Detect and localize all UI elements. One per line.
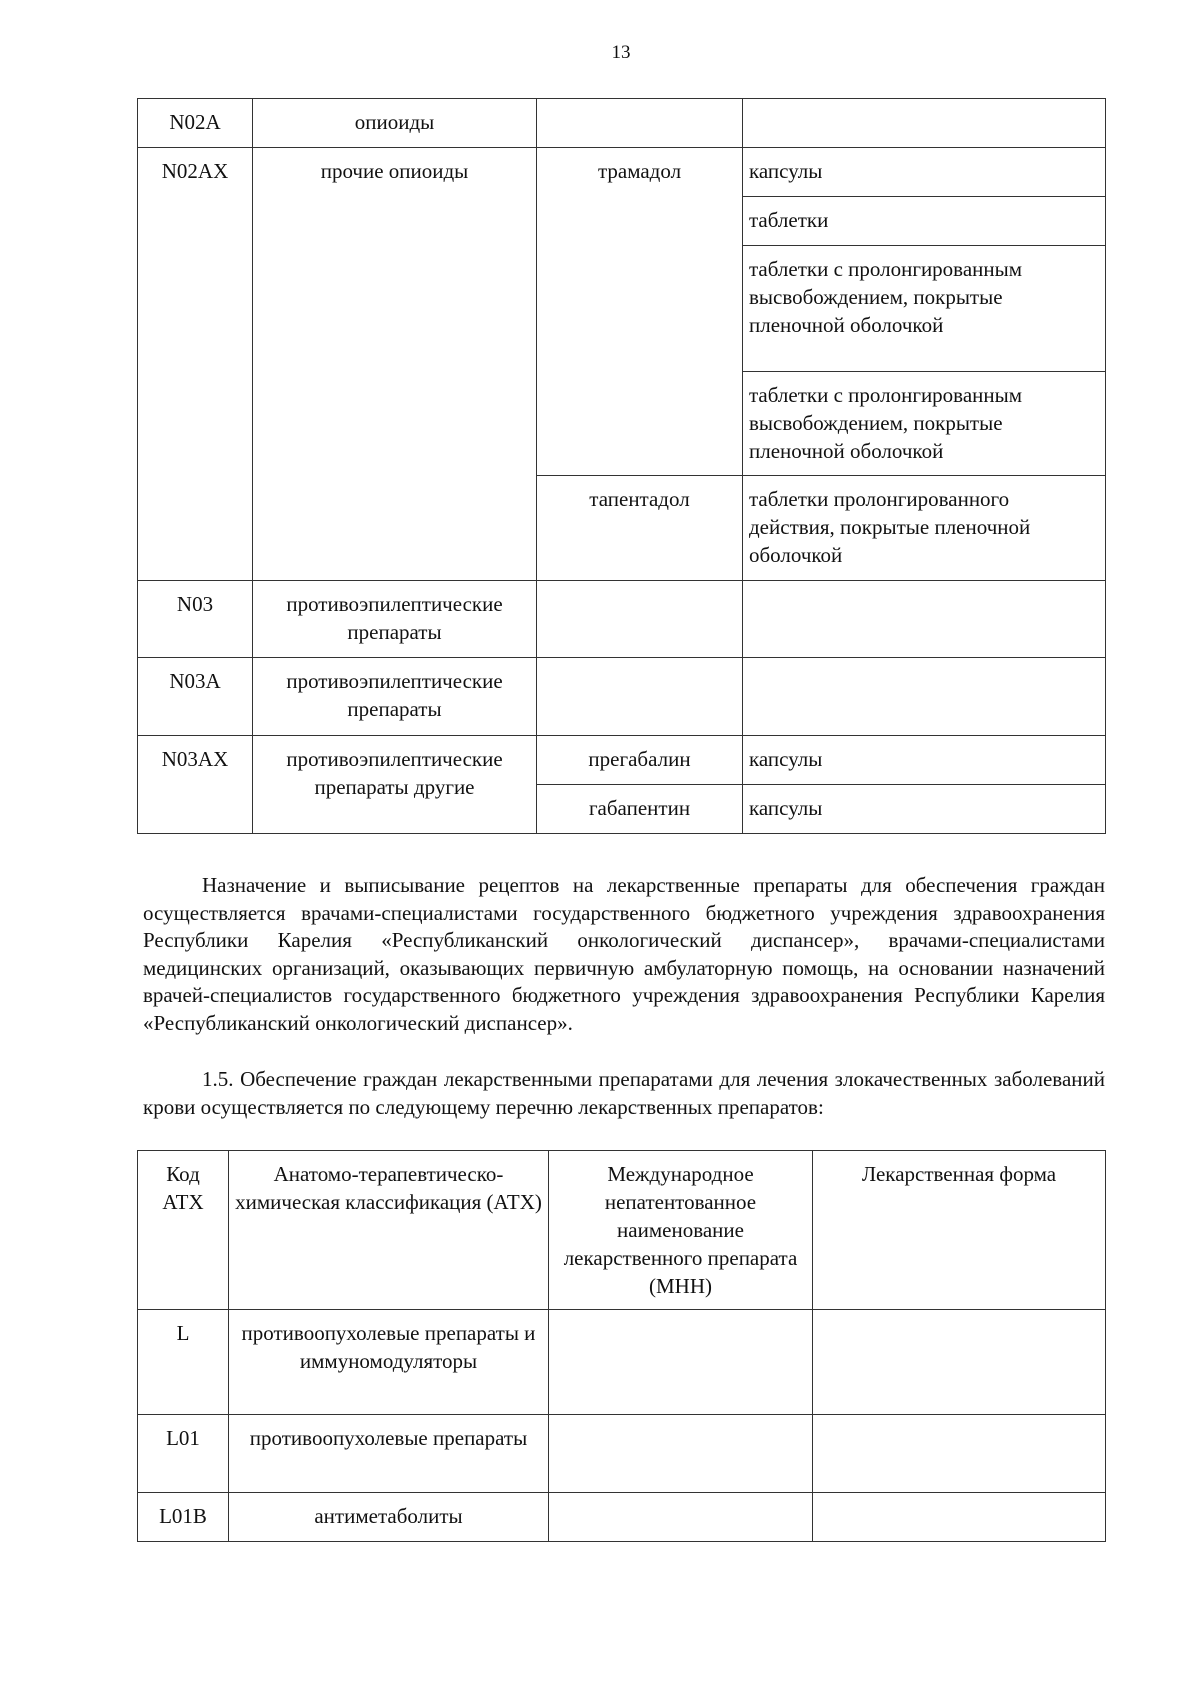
body-paragraph <box>143 1066 1105 1121</box>
mnn-cell <box>537 99 743 148</box>
dosage-form-cell <box>813 1493 1106 1542</box>
atc-class-cell: противоопухолевые препараты <box>229 1415 549 1493</box>
table-row <box>138 581 1106 658</box>
mnn-cell <box>537 581 743 658</box>
atc-class-cell: противоэпилептические препараты <box>253 581 537 658</box>
atc-code-cell: N03 <box>138 581 253 658</box>
drug-table-n02-n03 <box>137 98 1106 834</box>
atc-code-cell: L01 <box>138 1415 229 1493</box>
mnn-cell <box>549 1493 813 1542</box>
body-paragraph <box>143 872 1105 1038</box>
dosage-form-cell <box>813 1310 1106 1415</box>
atc-class-cell: противоэпилептические препараты другие <box>253 736 537 834</box>
mnn-cell <box>549 1310 813 1415</box>
table-row <box>138 736 1106 785</box>
atc-code-cell: L01B <box>138 1493 229 1542</box>
dosage-form-cell <box>813 1415 1106 1493</box>
header-atc-classification: Анатомо-терапевтическо-химическая классификация (АТХ) <box>229 1151 549 1310</box>
prescription-paragraph: Назначение и выписывание рецептов на лекарственные препараты для обеспечения граждан осуществляется врачами-специалистами государственного бюджетного учреждения здравоохранения Республики Карелия «Республиканский онкологический диспансер», врачами-специалистами медицинских организаций, оказывающих первичную амбулаторную помощь, на основании назначений врачей-специалистов государственного бюджетного учреждения здравоохранения Республики Карелия «Республиканский онкологический диспансер». <box>143 873 1105 1035</box>
dosage-form-cell: таблетки <box>743 197 1106 246</box>
atc-code-cell: N03AX <box>138 736 253 834</box>
dosage-form-cell: капсулы <box>743 785 1106 834</box>
dosage-form-cell <box>743 99 1106 148</box>
atc-class-cell: прочие опиоиды <box>253 148 537 581</box>
drug-table-l <box>137 1150 1106 1542</box>
mnn-cell: прегабалин <box>537 736 743 785</box>
dosage-form-cell: таблетки пролонгированного действия, покрытые пленочной оболочкой <box>743 476 1106 581</box>
table-row <box>138 1415 1106 1493</box>
mnn-cell <box>549 1415 813 1493</box>
table-row <box>138 1493 1106 1542</box>
table-row <box>138 658 1106 736</box>
atc-class-cell: антиметаболиты <box>229 1493 549 1542</box>
atc-code-cell: N02A <box>138 99 253 148</box>
dosage-form-cell: таблетки с пролонгированным высвобождением, покрытые пленочной оболочкой <box>743 372 1106 476</box>
dosage-form-cell <box>743 581 1106 658</box>
mnn-cell: габапентин <box>537 785 743 834</box>
header-atc-code: Код АТХ <box>138 1151 229 1310</box>
atc-code-cell: N03A <box>138 658 253 736</box>
header-dosage-form: Лекарственная форма <box>813 1151 1106 1310</box>
mnn-cell <box>537 658 743 736</box>
dosage-form-cell: таблетки с пролонгированным высвобождением, покрытые пленочной оболочкой <box>743 246 1106 372</box>
table-row <box>138 1310 1106 1415</box>
header-mnn: Международное непатентованное наименование лекарственного препарата (МНН) <box>549 1151 813 1310</box>
atc-code-cell: L <box>138 1310 229 1415</box>
mnn-cell: тапентадол <box>537 476 743 581</box>
atc-code-cell: N02AX <box>138 148 253 581</box>
table-row <box>138 99 1106 148</box>
page-number: 13 <box>611 42 631 63</box>
table-header-row <box>138 1151 1106 1310</box>
dosage-form-cell: капсулы <box>743 736 1106 785</box>
dosage-form-cell <box>743 658 1106 736</box>
dosage-form-cell: капсулы <box>743 148 1106 197</box>
atc-class-cell: опиоиды <box>253 99 537 148</box>
atc-class-cell: противоэпилептические препараты <box>253 658 537 736</box>
section-1-5-paragraph: 1.5. Обеспечение граждан лекарственными препаратами для лечения злокачественных заболеваний крови осуществляется по следующему перечню лекарственных препаратов: <box>143 1067 1105 1119</box>
mnn-cell: трамадол <box>537 148 743 476</box>
table-row <box>138 148 1106 197</box>
atc-class-cell: противоопухолевые препараты и иммуномодуляторы <box>229 1310 549 1415</box>
